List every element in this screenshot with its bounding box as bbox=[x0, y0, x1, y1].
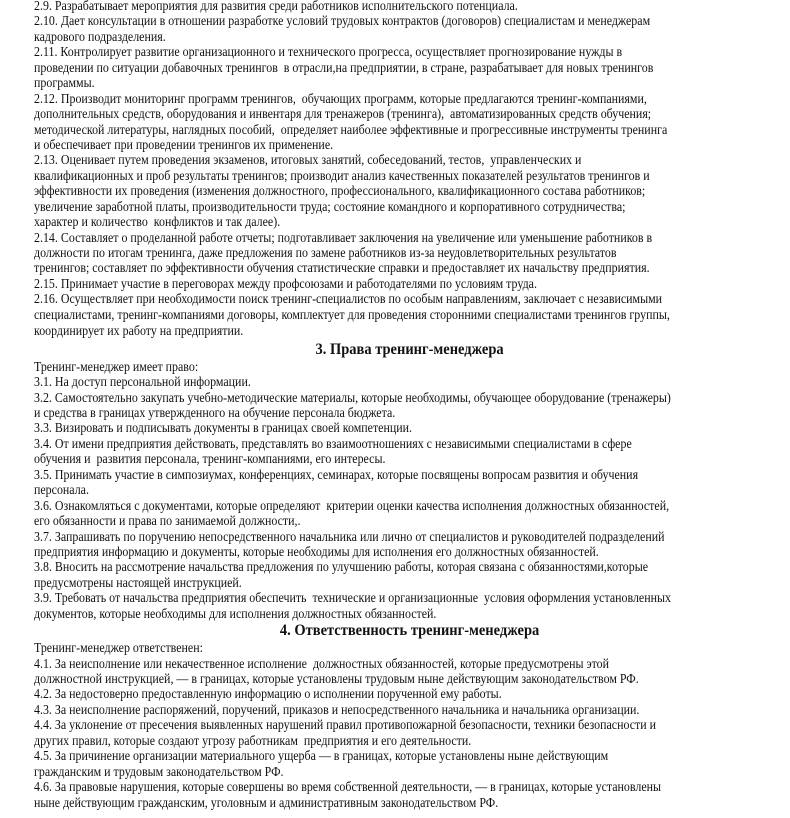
text-line: 3.8. Вносить на рассмотрение начальства предложения по улучшению работы, которая связана с обязанностями,которые bbox=[34, 559, 649, 575]
text-line: других правил, которые создают угрозу работникам предприятия и его деятельности. bbox=[34, 732, 472, 748]
paragraph-4-4 bbox=[34, 717, 785, 748]
text-line: дополнительных средств, оборудования и инвентаря для тренажеров (тренинга), автоматизированных средств обучения; bbox=[34, 106, 652, 122]
text-line: 3.4. От имени предприятия действовать, представлять во взаимоотношениях с независимыми специалистами в сфере bbox=[34, 435, 632, 451]
paragraph-4-2 bbox=[34, 686, 785, 701]
paragraph-2-15 bbox=[34, 276, 785, 291]
text-line: 4.6. За правовые нарушения, которые совершены во время собственной деятельности, — в границах, которые установлены bbox=[34, 779, 662, 795]
paragraph-3-4 bbox=[34, 436, 785, 467]
section-heading: 4. Ответственность тренинг-менеджера bbox=[279, 622, 540, 640]
section-2-tail bbox=[34, 0, 785, 340]
text-line: координирует их работу на предприятии. bbox=[34, 323, 244, 339]
text-line: 2.10. Дает консультации в отношении разработке условий трудовых контрактов (договоров) специалистам и менеджерам bbox=[34, 13, 651, 29]
text-line: характер и количество конфликтов и так далее). bbox=[34, 214, 281, 230]
text-line: гражданским и трудовым законодательством РФ. bbox=[34, 763, 284, 779]
text-line: его обязанности и права по занимаемой должности,. bbox=[34, 513, 301, 529]
text-line: 4.5. За причинение организации материального ущерба — в границах, которые установлены ныне действующим bbox=[34, 748, 609, 764]
paragraph-2-11 bbox=[34, 44, 785, 90]
text-line: должностной инструкцией, — в границах, которые установлены трудовым ныне действующим законодательством РФ. bbox=[34, 671, 639, 686]
text-line: 4.1. За неисполнение или некачественное исполнение должностных обязанностей, которые предусмотрены этой bbox=[34, 655, 610, 671]
text-line: тренингов; составляет по эффективности обучения статистические справки и предоставляет их начальству предприятия. bbox=[34, 260, 650, 276]
paragraph-3-2 bbox=[34, 390, 785, 421]
paragraph-3-3 bbox=[34, 420, 785, 435]
text-line: проведении по ситуации добавочных тренингов в отрасли,на предприятии, в стране, разрабатывает для новых тренингов bbox=[34, 59, 654, 75]
text-line: 2.11. Контролирует развитие организационного и технического прогресса, осуществляет прогнозирование нужды в bbox=[34, 44, 623, 60]
section-3-rights bbox=[34, 340, 785, 621]
text-line: квалификационных и проб результаты тренингов; производит анализ качественных показателей результатов тренингов и bbox=[34, 167, 650, 183]
text-line: 3.7. Запрашивать по поручению непосредственного начальника или лично от специалистов и руководителей подразделений bbox=[34, 528, 665, 544]
section-intro: Тренинг-менеджер имеет право: bbox=[34, 358, 199, 374]
paragraph-2-9 bbox=[34, 0, 785, 13]
text-line: и обеспечивает при проведении тренингов их применение. bbox=[34, 136, 334, 152]
text-line: методической литературы, наглядных пособий, определяет наиболее эффективные и прогрессивные инструменты тренинга bbox=[34, 121, 668, 137]
text-line: специалистами, тренинг-компаниями договоры, комплектует для проведения сторонними специалистами тренингов группы, bbox=[34, 306, 670, 322]
text-line: 3.2. Самостоятельно закупать учебно-методические материалы, которые необходимы, обучающее оборудование (тренажеры) bbox=[34, 389, 671, 405]
paragraph-2-13 bbox=[34, 152, 785, 229]
paragraph-3-5 bbox=[34, 467, 785, 498]
text-line: 4.4. За уклонение от пресечения выявленных нарушений правил противопожарной безопасности, техники безопасности и bbox=[34, 717, 657, 733]
document-page bbox=[34, 0, 785, 810]
section-4-responsibility bbox=[34, 621, 785, 810]
text-line: 4.3. За неисполнение распоряжений, поручений, приказов и непосредственного начальника и начальника организации. bbox=[34, 701, 640, 717]
text-line: 3.6. Ознакомляться с документами, которые определяют критерии оценки качества исполнения должностных обязанностей, bbox=[34, 497, 670, 513]
paragraph-3-6 bbox=[34, 498, 785, 529]
text-line: увеличение заработной платы, производительности труда; состояние командного и корпоративного сотрудничества; bbox=[34, 198, 626, 214]
text-line: 2.12. Производит мониторинг программ тренингов, обучающих программ, которые предлагаются тренинг-компаниями, bbox=[34, 90, 647, 106]
text-line: 4.2. За недостоверно предоставленную информацию о исполнении порученной ему работы. bbox=[34, 686, 502, 702]
text-line: программы. bbox=[34, 75, 95, 91]
paragraph-3-8 bbox=[34, 559, 785, 590]
paragraph-3-7 bbox=[34, 529, 785, 560]
paragraph-2-16 bbox=[34, 291, 785, 339]
section-heading: 3. Права тренинг-менеджера bbox=[315, 340, 504, 358]
paragraph-3-1 bbox=[34, 374, 785, 389]
text-line: 2.9. Разрабатывает мероприятия для развития среди работников исполнительского потенциала. bbox=[34, 0, 518, 13]
paragraph-4-6 bbox=[34, 779, 785, 810]
section-intro: Тренинг-менеджер ответственен: bbox=[34, 640, 203, 656]
paragraph-4-1 bbox=[34, 656, 785, 687]
paragraph-2-10 bbox=[34, 13, 785, 44]
text-line: 2.13. Оценивает путем проведения экзаменов, итоговых занятий, собеседований, тестов, управленческих и bbox=[34, 152, 582, 168]
text-line: предусмотрены настоящей инструкцией. bbox=[34, 574, 242, 590]
text-line: ныне действующим гражданским, уголовным и административным законодательством РФ. bbox=[34, 794, 499, 810]
text-line: 3.9. Требовать от начальства предприятия обеспечить технические и организационные условия оформления установленных bbox=[34, 590, 671, 606]
paragraph-2-12 bbox=[34, 91, 785, 153]
paragraph-2-14 bbox=[34, 230, 785, 276]
paragraph-3-9 bbox=[34, 590, 785, 621]
paragraph-4-5 bbox=[34, 748, 785, 779]
text-line: документов, которые необходимы для исполнения должностных обязанностей. bbox=[34, 605, 437, 621]
text-line: 3.3. Визировать и подписывать документы в границах своей компетенции. bbox=[34, 420, 412, 436]
text-line: 3.5. Принимать участие в симпозиумах, конференциях, семинарах, которые посвящены вопросам развития и обучения bbox=[34, 466, 639, 482]
text-line: персонала. bbox=[34, 482, 89, 498]
text-line: 3.1. На доступ персональной информации. bbox=[34, 374, 251, 390]
text-line: эффективности их проведения (изменения должностного, профессионального, квалификационного состава работников; bbox=[34, 183, 646, 199]
paragraph-4-3 bbox=[34, 702, 785, 717]
text-line: 2.15. Принимает участие в переговорах между профсоюзами и работодателями по условиям труда. bbox=[34, 275, 537, 291]
text-line: 2.14. Составляет о проделанной работе отчеты; подготавливает заключения на увеличение или уменьшение работников в bbox=[34, 229, 653, 245]
text-line: обучения и развития персонала, тренинг-компаниями, его интересы. bbox=[34, 451, 386, 467]
text-line: кадрового подразделения. bbox=[34, 28, 166, 44]
text-line: 2.16. Осуществляет при необходимости поиск тренинг-специалистов по особым направлениям, заключает с независимыми bbox=[34, 291, 663, 307]
text-line: должности по итогам тренинга, даже предложения по замене работников из-за неудовлетворительных результатов bbox=[34, 245, 617, 260]
text-line: предприятия информацию и документы, которые необходимы для исполнения его должностных обязанностей. bbox=[34, 543, 599, 559]
text-line: и средства в границах утвержденного на обучение персонала бюджета. bbox=[34, 405, 396, 420]
